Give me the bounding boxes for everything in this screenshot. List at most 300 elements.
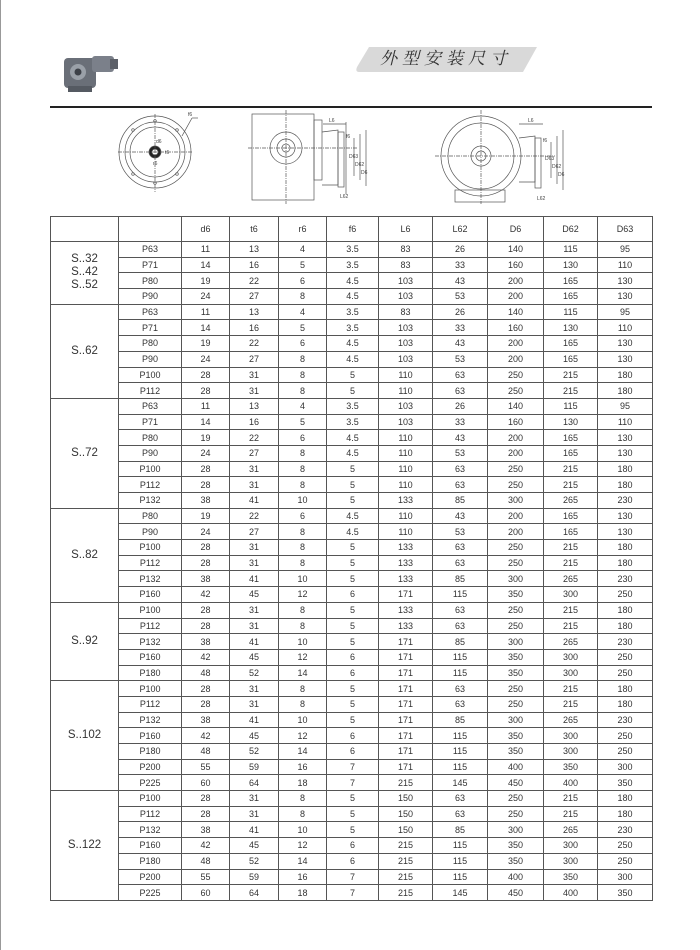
value-cell: 8 xyxy=(279,618,327,634)
value-cell: 4.5 xyxy=(327,508,379,524)
value-cell: 14 xyxy=(279,853,327,869)
label-L6: L6 xyxy=(528,118,534,124)
value-cell: 45 xyxy=(230,728,279,744)
label-D6: D6 xyxy=(361,170,368,176)
label-D63: D63 xyxy=(349,154,359,160)
value-cell: 64 xyxy=(230,775,279,791)
value-cell: 171 xyxy=(379,696,433,712)
value-cell: 63 xyxy=(433,696,488,712)
value-cell: 5 xyxy=(327,602,379,618)
value-cell: 10 xyxy=(279,634,327,650)
value-cell: 28 xyxy=(182,383,230,399)
value-cell: 5 xyxy=(327,461,379,477)
value-cell: 14 xyxy=(182,320,230,336)
flange-size-cell: P180 xyxy=(119,665,182,681)
flange-size-cell: P225 xyxy=(119,775,182,791)
value-cell: 103 xyxy=(379,320,433,336)
table-row xyxy=(51,728,653,744)
value-cell: 26 xyxy=(433,242,488,258)
value-cell: 63 xyxy=(433,367,488,383)
value-cell: 31 xyxy=(230,791,279,807)
value-cell: 115 xyxy=(544,242,598,258)
label-f6: f6 xyxy=(346,134,351,140)
value-cell: 300 xyxy=(488,712,544,728)
flange-size-cell: P80 xyxy=(119,430,182,446)
label-f6: f6 xyxy=(543,138,548,144)
value-cell: 171 xyxy=(379,744,433,760)
value-cell: 300 xyxy=(488,634,544,650)
value-cell: 11 xyxy=(182,398,230,414)
table-row xyxy=(51,540,653,556)
value-cell: 130 xyxy=(598,445,653,461)
value-cell: 63 xyxy=(433,602,488,618)
value-cell: 16 xyxy=(230,257,279,273)
value-cell: 18 xyxy=(279,885,327,901)
value-cell: 8 xyxy=(279,477,327,493)
value-cell: 63 xyxy=(433,383,488,399)
model-cell xyxy=(51,398,119,508)
value-cell: 165 xyxy=(544,273,598,289)
value-cell: 250 xyxy=(488,383,544,399)
value-cell: 12 xyxy=(279,728,327,744)
column-header: r6 xyxy=(279,217,327,242)
table-header-row xyxy=(51,217,653,242)
value-cell: 180 xyxy=(598,618,653,634)
flange-size-cell: P90 xyxy=(119,351,182,367)
value-cell: 200 xyxy=(488,273,544,289)
value-cell: 250 xyxy=(488,477,544,493)
value-cell: 52 xyxy=(230,744,279,760)
value-cell: 133 xyxy=(379,555,433,571)
value-cell: 8 xyxy=(279,540,327,556)
value-cell: 300 xyxy=(544,838,598,854)
value-cell: 115 xyxy=(433,759,488,775)
value-cell: 250 xyxy=(598,587,653,603)
column-header: d6 xyxy=(182,217,230,242)
value-cell: 52 xyxy=(230,665,279,681)
value-cell: 31 xyxy=(230,602,279,618)
value-cell: 60 xyxy=(182,885,230,901)
value-cell: 133 xyxy=(379,493,433,509)
value-cell: 3.5 xyxy=(327,320,379,336)
value-cell: 450 xyxy=(488,885,544,901)
value-cell: 24 xyxy=(182,445,230,461)
table-row xyxy=(51,414,653,430)
value-cell: 8 xyxy=(279,367,327,383)
gear-motor-image xyxy=(62,50,120,96)
value-cell: 215 xyxy=(379,885,433,901)
value-cell: 150 xyxy=(379,822,433,838)
value-cell: 6 xyxy=(327,587,379,603)
value-cell: 180 xyxy=(598,791,653,807)
label-D63: D63 xyxy=(545,156,555,162)
flange-size-cell: P200 xyxy=(119,759,182,775)
value-cell: 200 xyxy=(488,430,544,446)
value-cell: 63 xyxy=(433,806,488,822)
flange-size-cell: P112 xyxy=(119,696,182,712)
value-cell: 250 xyxy=(598,838,653,854)
model-cell xyxy=(51,304,119,398)
value-cell: 180 xyxy=(598,602,653,618)
value-cell: 400 xyxy=(544,775,598,791)
value-cell: 115 xyxy=(544,304,598,320)
value-cell: 5 xyxy=(327,806,379,822)
flange-size-cell: P100 xyxy=(119,367,182,383)
value-cell: 215 xyxy=(544,791,598,807)
value-cell: 5 xyxy=(327,540,379,556)
value-cell: 350 xyxy=(488,728,544,744)
value-cell: 250 xyxy=(488,367,544,383)
value-cell: 85 xyxy=(433,822,488,838)
value-cell: 83 xyxy=(379,242,433,258)
value-cell: 103 xyxy=(379,351,433,367)
value-cell: 300 xyxy=(544,649,598,665)
value-cell: 5 xyxy=(327,712,379,728)
value-cell: 4.5 xyxy=(327,273,379,289)
column-header: t6 xyxy=(230,217,279,242)
value-cell: 300 xyxy=(488,493,544,509)
value-cell: 6 xyxy=(327,649,379,665)
value-cell: 400 xyxy=(488,759,544,775)
value-cell: 8 xyxy=(279,681,327,697)
value-cell: 28 xyxy=(182,367,230,383)
table-row xyxy=(51,445,653,461)
flange-size-cell: P225 xyxy=(119,885,182,901)
flange-size-cell: P100 xyxy=(119,791,182,807)
flange-size-cell: P132 xyxy=(119,571,182,587)
value-cell: 28 xyxy=(182,540,230,556)
value-cell: 6 xyxy=(327,728,379,744)
value-cell: 45 xyxy=(230,649,279,665)
value-cell: 160 xyxy=(488,257,544,273)
value-cell: 165 xyxy=(544,524,598,540)
value-cell: 450 xyxy=(488,775,544,791)
value-cell: 52 xyxy=(230,853,279,869)
value-cell: 130 xyxy=(598,289,653,305)
value-cell: 215 xyxy=(544,602,598,618)
value-cell: 5 xyxy=(327,493,379,509)
value-cell: 215 xyxy=(379,775,433,791)
value-cell: 13 xyxy=(230,398,279,414)
value-cell: 31 xyxy=(230,477,279,493)
flange-view-drawing xyxy=(118,110,198,210)
value-cell: 26 xyxy=(433,304,488,320)
value-cell: 27 xyxy=(230,445,279,461)
value-cell: 22 xyxy=(230,273,279,289)
value-cell: 5 xyxy=(327,681,379,697)
column-header: L6 xyxy=(379,217,433,242)
table-row xyxy=(51,289,653,305)
value-cell: 350 xyxy=(488,838,544,854)
table-row xyxy=(51,775,653,791)
value-cell: 95 xyxy=(598,304,653,320)
value-cell: 265 xyxy=(544,634,598,650)
value-cell: 24 xyxy=(182,524,230,540)
value-cell: 31 xyxy=(230,555,279,571)
table-row xyxy=(51,853,653,869)
value-cell: 300 xyxy=(488,571,544,587)
value-cell: 41 xyxy=(230,712,279,728)
value-cell: 130 xyxy=(598,273,653,289)
flange-size-cell: P100 xyxy=(119,461,182,477)
column-header: L62 xyxy=(433,217,488,242)
value-cell: 3.5 xyxy=(327,304,379,320)
table-row xyxy=(51,712,653,728)
value-cell: 24 xyxy=(182,289,230,305)
value-cell: 63 xyxy=(433,791,488,807)
flange-size-cell: P100 xyxy=(119,602,182,618)
model-cell xyxy=(51,791,119,901)
page-border xyxy=(0,0,1,950)
value-cell: 300 xyxy=(544,665,598,681)
value-cell: 215 xyxy=(544,540,598,556)
value-cell: 180 xyxy=(598,367,653,383)
value-cell: 180 xyxy=(598,383,653,399)
value-cell: 115 xyxy=(433,853,488,869)
model-cell xyxy=(51,681,119,791)
value-cell: 350 xyxy=(544,869,598,885)
label-D62: D62 xyxy=(552,164,562,170)
value-cell: 31 xyxy=(230,367,279,383)
value-cell: 130 xyxy=(598,508,653,524)
value-cell: 200 xyxy=(488,289,544,305)
table-row xyxy=(51,885,653,901)
value-cell: 4.5 xyxy=(327,351,379,367)
table-row xyxy=(51,571,653,587)
table-row xyxy=(51,681,653,697)
value-cell: 63 xyxy=(433,681,488,697)
value-cell: 18 xyxy=(279,775,327,791)
model-name: S..32 xyxy=(71,253,98,266)
value-cell: 215 xyxy=(544,367,598,383)
value-cell: 3.5 xyxy=(327,414,379,430)
value-cell: 6 xyxy=(327,665,379,681)
value-cell: 45 xyxy=(230,838,279,854)
value-cell: 22 xyxy=(230,336,279,352)
value-cell: 300 xyxy=(488,822,544,838)
flange-size-cell: P63 xyxy=(119,242,182,258)
value-cell: 110 xyxy=(379,367,433,383)
value-cell: 140 xyxy=(488,304,544,320)
value-cell: 14 xyxy=(279,665,327,681)
value-cell: 6 xyxy=(279,508,327,524)
table-row xyxy=(51,257,653,273)
model-name: S..92 xyxy=(71,635,98,648)
value-cell: 8 xyxy=(279,524,327,540)
value-cell: 28 xyxy=(182,477,230,493)
value-cell: 300 xyxy=(544,744,598,760)
value-cell: 28 xyxy=(182,555,230,571)
value-cell: 5 xyxy=(279,414,327,430)
value-cell: 180 xyxy=(598,696,653,712)
value-cell: 180 xyxy=(598,681,653,697)
value-cell: 14 xyxy=(182,414,230,430)
flange-size-cell: P160 xyxy=(119,587,182,603)
table-row xyxy=(51,649,653,665)
value-cell: 350 xyxy=(544,759,598,775)
value-cell: 63 xyxy=(433,555,488,571)
table-row xyxy=(51,304,653,320)
value-cell: 28 xyxy=(182,602,230,618)
value-cell: 28 xyxy=(182,618,230,634)
value-cell: 42 xyxy=(182,649,230,665)
header-rule xyxy=(50,106,652,108)
value-cell: 300 xyxy=(598,759,653,775)
value-cell: 115 xyxy=(433,728,488,744)
value-cell: 60 xyxy=(182,775,230,791)
table-row xyxy=(51,320,653,336)
value-cell: 4.5 xyxy=(327,445,379,461)
value-cell: 230 xyxy=(598,634,653,650)
value-cell: 115 xyxy=(544,398,598,414)
value-cell: 6 xyxy=(279,430,327,446)
flange-size-cell: P112 xyxy=(119,383,182,399)
value-cell: 31 xyxy=(230,696,279,712)
value-cell: 230 xyxy=(598,493,653,509)
table-row xyxy=(51,430,653,446)
value-cell: 165 xyxy=(544,508,598,524)
value-cell: 180 xyxy=(598,540,653,556)
table-row xyxy=(51,838,653,854)
value-cell: 350 xyxy=(488,587,544,603)
label-r6: r6 xyxy=(153,161,158,167)
value-cell: 3.5 xyxy=(327,242,379,258)
value-cell: 22 xyxy=(230,508,279,524)
value-cell: 350 xyxy=(488,853,544,869)
value-cell: 230 xyxy=(598,712,653,728)
value-cell: 145 xyxy=(433,885,488,901)
value-cell: 250 xyxy=(488,681,544,697)
value-cell: 43 xyxy=(433,430,488,446)
table-row xyxy=(51,242,653,258)
value-cell: 10 xyxy=(279,822,327,838)
value-cell: 110 xyxy=(379,461,433,477)
value-cell: 8 xyxy=(279,351,327,367)
flange-size-cell: P100 xyxy=(119,681,182,697)
value-cell: 16 xyxy=(279,869,327,885)
value-cell: 215 xyxy=(544,555,598,571)
value-cell: 6 xyxy=(279,336,327,352)
value-cell: 5 xyxy=(327,634,379,650)
flange-size-cell: P90 xyxy=(119,524,182,540)
value-cell: 45 xyxy=(230,587,279,603)
value-cell: 85 xyxy=(433,712,488,728)
value-cell: 83 xyxy=(379,304,433,320)
value-cell: 31 xyxy=(230,681,279,697)
value-cell: 8 xyxy=(279,696,327,712)
value-cell: 42 xyxy=(182,838,230,854)
value-cell: 215 xyxy=(379,838,433,854)
value-cell: 110 xyxy=(598,320,653,336)
value-cell: 95 xyxy=(598,242,653,258)
value-cell: 110 xyxy=(379,524,433,540)
value-cell: 150 xyxy=(379,806,433,822)
value-cell: 250 xyxy=(598,853,653,869)
value-cell: 27 xyxy=(230,351,279,367)
value-cell: 103 xyxy=(379,273,433,289)
flange-size-cell: P112 xyxy=(119,806,182,822)
value-cell: 5 xyxy=(327,555,379,571)
value-cell: 165 xyxy=(544,289,598,305)
value-cell: 41 xyxy=(230,493,279,509)
value-cell: 200 xyxy=(488,445,544,461)
value-cell: 400 xyxy=(544,885,598,901)
value-cell: 160 xyxy=(488,320,544,336)
value-cell: 85 xyxy=(433,571,488,587)
table-row xyxy=(51,759,653,775)
value-cell: 38 xyxy=(182,634,230,650)
value-cell: 5 xyxy=(327,383,379,399)
value-cell: 200 xyxy=(488,351,544,367)
model-name: S..62 xyxy=(71,344,98,357)
value-cell: 6 xyxy=(279,273,327,289)
flange-size-cell: P71 xyxy=(119,320,182,336)
flange-size-cell: P200 xyxy=(119,869,182,885)
value-cell: 41 xyxy=(230,571,279,587)
value-cell: 4.5 xyxy=(327,289,379,305)
value-cell: 48 xyxy=(182,744,230,760)
column-header: D63 xyxy=(598,217,653,242)
flange-size-cell: P180 xyxy=(119,853,182,869)
flange-size-cell: P80 xyxy=(119,336,182,352)
value-cell: 48 xyxy=(182,853,230,869)
table-row xyxy=(51,869,653,885)
table-row xyxy=(51,587,653,603)
value-cell: 115 xyxy=(433,665,488,681)
value-cell: 12 xyxy=(279,838,327,854)
value-cell: 133 xyxy=(379,602,433,618)
value-cell: 11 xyxy=(182,304,230,320)
value-cell: 171 xyxy=(379,712,433,728)
front-view-drawing xyxy=(435,110,585,210)
value-cell: 350 xyxy=(598,775,653,791)
value-cell: 27 xyxy=(230,289,279,305)
flange-size-cell: P160 xyxy=(119,838,182,854)
label-L62: L62 xyxy=(537,196,546,202)
value-cell: 22 xyxy=(230,430,279,446)
value-cell: 95 xyxy=(598,398,653,414)
value-cell: 24 xyxy=(182,351,230,367)
table-row xyxy=(51,477,653,493)
value-cell: 400 xyxy=(488,869,544,885)
value-cell: 350 xyxy=(488,649,544,665)
flange-size-cell: P63 xyxy=(119,398,182,414)
value-cell: 215 xyxy=(544,477,598,493)
value-cell: 85 xyxy=(433,634,488,650)
value-cell: 43 xyxy=(433,336,488,352)
value-cell: 5 xyxy=(327,571,379,587)
value-cell: 41 xyxy=(230,634,279,650)
table-row xyxy=(51,273,653,289)
value-cell: 265 xyxy=(544,822,598,838)
value-cell: 300 xyxy=(598,869,653,885)
value-cell: 110 xyxy=(379,430,433,446)
flange-size-cell: P180 xyxy=(119,744,182,760)
value-cell: 48 xyxy=(182,665,230,681)
value-cell: 171 xyxy=(379,681,433,697)
value-cell: 171 xyxy=(379,649,433,665)
value-cell: 171 xyxy=(379,728,433,744)
value-cell: 103 xyxy=(379,398,433,414)
value-cell: 103 xyxy=(379,289,433,305)
value-cell: 42 xyxy=(182,587,230,603)
value-cell: 110 xyxy=(379,508,433,524)
value-cell: 13 xyxy=(230,304,279,320)
model-cell xyxy=(51,508,119,602)
value-cell: 41 xyxy=(230,822,279,838)
value-cell: 230 xyxy=(598,571,653,587)
value-cell: 160 xyxy=(488,414,544,430)
